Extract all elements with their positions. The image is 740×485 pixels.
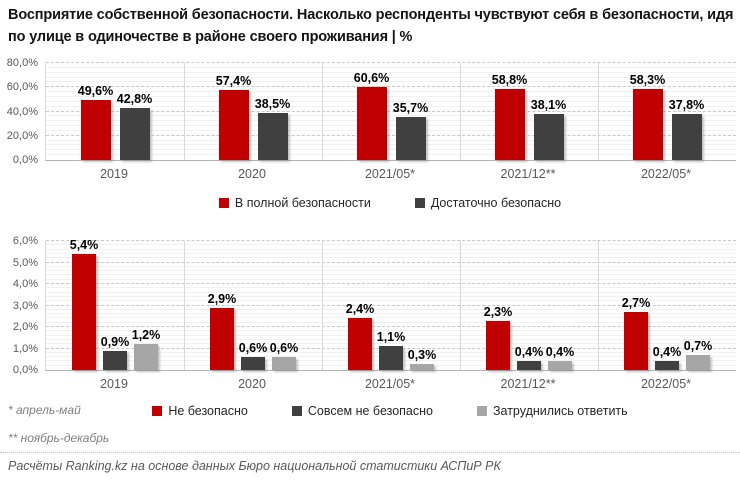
bar-value-label: 0,4%	[652, 345, 682, 360]
y-tick-label: 3,0%	[12, 299, 38, 312]
y-tick-label: 4,0%	[12, 278, 38, 290]
legend-label: Совсем не безопасно	[307, 404, 433, 418]
x-category-label: 2021/05*	[364, 167, 416, 181]
x-category-label: 2019	[100, 167, 128, 181]
bar	[683, 338, 713, 370]
x-category-label: 2022/05*	[640, 377, 692, 391]
x-axis-labels	[45, 167, 735, 181]
bar	[530, 97, 567, 160]
y-axis-labels	[0, 57, 40, 166]
bar	[353, 70, 390, 160]
x-category-label: 2020	[238, 377, 266, 391]
bar-value-label: 1,2%	[131, 328, 161, 343]
bar-value-label: 2,4%	[345, 302, 375, 317]
bar	[238, 341, 268, 370]
bar-group	[598, 63, 736, 160]
bar	[69, 237, 99, 370]
bar-value-label: 38,1%	[530, 97, 567, 112]
bar	[100, 334, 130, 370]
bar-groups	[46, 237, 736, 370]
bar	[491, 72, 528, 160]
bar-group	[322, 63, 460, 160]
x-category-label: 2020	[238, 167, 266, 181]
bar	[254, 97, 291, 160]
bar-value-label: 1,1%	[376, 330, 406, 345]
plot-area	[45, 237, 736, 371]
bar-value-label: 0,7%	[683, 338, 713, 353]
legend-item	[219, 196, 371, 210]
y-axis-labels	[0, 235, 40, 376]
bar-group	[184, 241, 322, 370]
bar-value-label: 0,4%	[514, 345, 544, 360]
bar-value-label: 38,5%	[254, 97, 291, 112]
bar	[116, 92, 153, 160]
bar-group	[46, 237, 184, 370]
bar-value-label: 0,9%	[100, 334, 130, 349]
y-tick-label: 80,0%	[6, 57, 38, 69]
bar	[269, 341, 299, 370]
x-category-label: 2021/05*	[364, 377, 416, 391]
bar	[483, 304, 513, 370]
x-category-label: 2022/05*	[640, 167, 692, 181]
legend-swatch	[292, 406, 302, 416]
bar-value-label: 0,3%	[407, 347, 437, 362]
bar-value-label: 5,4%	[69, 237, 99, 252]
y-tick-label: 60,0%	[6, 81, 38, 94]
bar-value-label: 35,7%	[392, 100, 429, 115]
bar-value-label: 58,3%	[629, 73, 666, 88]
bar-value-label: 0,6%	[238, 341, 268, 356]
y-tick-label: 1,0%	[12, 342, 38, 355]
bar	[376, 330, 406, 370]
x-category-label: 2021/12**	[500, 377, 556, 391]
x-category-label: 2019	[100, 377, 128, 391]
legend	[45, 196, 735, 210]
source-attribution: Расчёты Ranking.kz на основе данных Бюро национальной статистики АСПиР РК	[8, 459, 501, 473]
legend-swatch	[152, 406, 162, 416]
bar	[621, 295, 651, 370]
bar-value-label: 37,8%	[668, 98, 705, 113]
legend-item	[152, 404, 248, 418]
bar	[629, 73, 666, 160]
bar-value-label: 2,7%	[621, 295, 651, 310]
footnote-april-may: * апрель-май	[8, 403, 81, 417]
separator-line	[0, 452, 740, 453]
bar-value-label: 0,4%	[545, 345, 575, 360]
legend-item	[477, 404, 628, 418]
y-tick-label: 0,0%	[12, 364, 38, 376]
y-tick-label: 0,0%	[12, 154, 38, 166]
bar	[77, 83, 114, 160]
bar	[207, 291, 237, 370]
bar-group	[46, 63, 184, 160]
footnote-nov-dec: ** ноябрь-декабрь	[8, 431, 110, 445]
bar-value-label: 57,4%	[215, 74, 252, 89]
x-axis-labels	[45, 377, 735, 391]
bar	[514, 345, 544, 370]
bar	[545, 345, 575, 370]
y-tick-label: 5,0%	[12, 256, 38, 269]
legend	[45, 404, 735, 418]
bar-group	[184, 63, 322, 160]
y-tick-label: 2,0%	[12, 321, 38, 333]
bar-value-label: 0,6%	[269, 341, 299, 356]
chart-feel-unsafe	[0, 233, 740, 438]
legend-item	[415, 196, 561, 210]
legend-item	[292, 404, 433, 418]
bar-value-label: 58,8%	[491, 72, 528, 87]
bar	[345, 302, 375, 370]
legend-label: Не безопасно	[168, 404, 248, 418]
bar-group	[460, 63, 598, 160]
bar-group	[322, 241, 460, 370]
chart-feel-safe	[0, 57, 740, 232]
legend-label: В полной безопасности	[234, 196, 371, 210]
bar	[668, 98, 705, 160]
bar	[392, 100, 429, 160]
plot-area	[45, 63, 736, 161]
bar-value-label: 42,8%	[116, 92, 153, 107]
bar	[215, 74, 252, 160]
bar	[407, 347, 437, 370]
bar-value-label: 2,9%	[207, 291, 237, 306]
legend-swatch	[415, 198, 425, 208]
legend-label: Достаточно безопасно	[430, 196, 562, 210]
y-tick-label: 6,0%	[12, 235, 38, 247]
x-category-label: 2021/12**	[500, 167, 556, 181]
y-tick-label: 40,0%	[6, 105, 38, 118]
y-tick-label: 20,0%	[6, 129, 38, 142]
legend-swatch	[219, 198, 229, 208]
legend-label: Затруднились ответить	[492, 404, 628, 418]
legend-swatch	[477, 406, 487, 416]
page-title: Восприятие собственной безопасности. Насколько респонденты чувствуют себя в безопасности, идя по улице в одиночестве в районе своего проживания | %	[8, 7, 734, 45]
bar-value-label: 49,6%	[77, 83, 114, 98]
bar-value-label: 2,3%	[483, 304, 513, 319]
bar-value-label: 60,6%	[353, 70, 390, 85]
bar	[131, 328, 161, 370]
bar-group	[460, 241, 598, 370]
bar-groups	[46, 63, 736, 160]
bar	[652, 345, 682, 370]
bar-group	[598, 241, 736, 370]
